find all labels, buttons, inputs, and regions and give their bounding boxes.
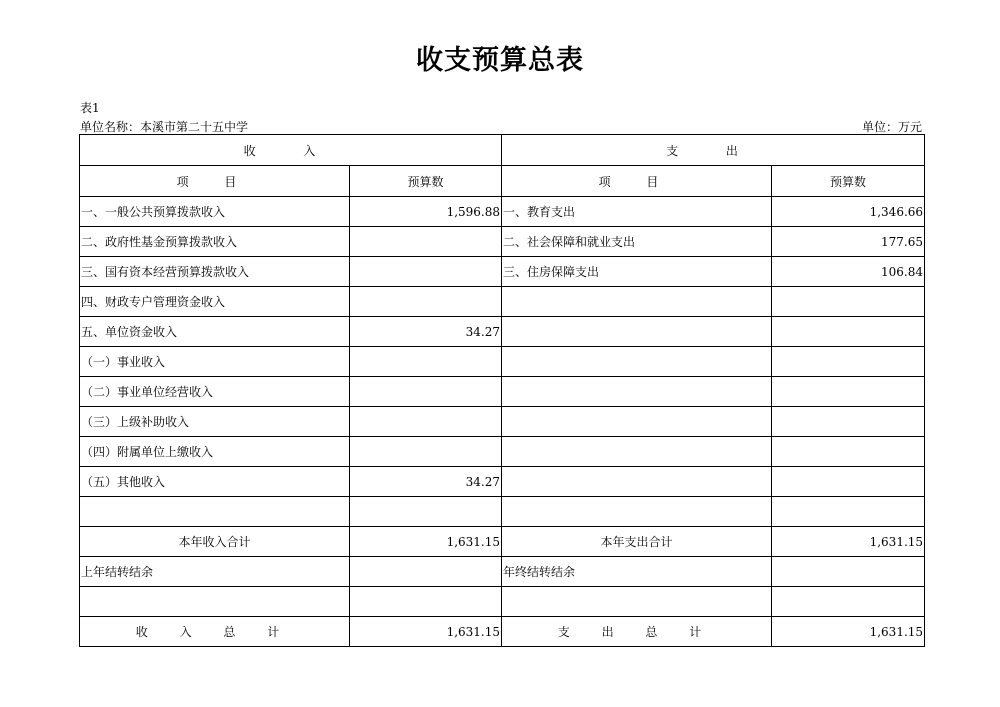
expense-value-cell: 106.84 (772, 257, 925, 287)
grand-income-total-label: 收 入 总 计 (80, 617, 350, 647)
income-value-cell (350, 437, 502, 467)
income-value-cell (350, 377, 502, 407)
organization-name: 单位名称：本溪市第二十五中学 (80, 120, 249, 134)
expense-item-cell (502, 317, 772, 347)
expense-item-cell (502, 437, 772, 467)
expense-item-cell (502, 467, 772, 497)
table-row (80, 227, 925, 257)
expense-value-cell (772, 287, 925, 317)
prior-year-carryover-value (350, 557, 502, 587)
blank-cell (80, 587, 350, 617)
income-value-cell: 1,596.88 (350, 197, 502, 227)
blank-cell (772, 587, 925, 617)
table-row (80, 497, 925, 527)
table-number: 表1 (80, 101, 100, 115)
expense-value-cell (772, 377, 925, 407)
income-item-cell: （三）上级补助收入 (80, 407, 350, 437)
unit-label: 单位：万元 (861, 120, 922, 134)
table-row (80, 347, 925, 377)
income-value-cell (350, 257, 502, 287)
expense-item-cell (502, 407, 772, 437)
table-row (80, 377, 925, 407)
year-expense-total-value: 1,631.15 (772, 527, 925, 557)
year-end-carryover-value (772, 557, 925, 587)
income-item-cell: 四、财政专户管理资金收入 (80, 287, 350, 317)
grand-expense-total-value: 1,631.15 (772, 617, 925, 647)
expense-value-cell (772, 497, 925, 527)
year-income-total-value: 1,631.15 (350, 527, 502, 557)
expense-value-cell (772, 347, 925, 377)
expense-value-cell (772, 407, 925, 437)
income-item-cell: 二、政府性基金预算拨款收入 (80, 227, 350, 257)
table-row (80, 437, 925, 467)
column-header-row (80, 166, 925, 197)
budget-table (79, 134, 925, 647)
table-row (80, 407, 925, 437)
income-item-cell: （二）事业单位经营收入 (80, 377, 350, 407)
expense-section-header: 支 出 (502, 135, 925, 166)
grand-income-total-value: 1,631.15 (350, 617, 502, 647)
income-item-header: 项 目 (80, 166, 350, 197)
blank-cell (502, 587, 772, 617)
table-row (80, 467, 925, 497)
blank-row (80, 587, 925, 617)
income-budget-header: 预算数 (350, 166, 502, 197)
income-item-cell: （四）附属单位上缴收入 (80, 437, 350, 467)
expense-value-cell: 1,346.66 (772, 197, 925, 227)
carryover-row (80, 557, 925, 587)
income-item-cell: 三、国有资本经营预算拨款收入 (80, 257, 350, 287)
data-rows (80, 197, 925, 527)
income-value-cell (350, 227, 502, 257)
expense-item-header: 项 目 (502, 166, 772, 197)
year-expense-total-label: 本年支出合计 (502, 527, 772, 557)
income-item-cell: 一、一般公共预算拨款收入 (80, 197, 350, 227)
expense-item-cell (502, 287, 772, 317)
income-value-cell (350, 347, 502, 377)
expense-item-cell: 二、社会保障和就业支出 (502, 227, 772, 257)
income-value-cell (350, 497, 502, 527)
year-end-carryover-label: 年终结转结余 (502, 557, 772, 587)
year-total-row (80, 527, 925, 557)
table-row (80, 257, 925, 287)
income-value-cell (350, 287, 502, 317)
income-section-header: 收 入 (80, 135, 502, 166)
expense-value-cell: 177.65 (772, 227, 925, 257)
income-item-cell: （五）其他收入 (80, 467, 350, 497)
income-value-cell (350, 407, 502, 437)
income-value-cell: 34.27 (350, 467, 502, 497)
expense-value-cell (772, 317, 925, 347)
expense-item-cell (502, 497, 772, 527)
income-value-cell: 34.27 (350, 317, 502, 347)
income-item-cell: （一）事业收入 (80, 347, 350, 377)
table-row (80, 197, 925, 227)
expense-value-cell (772, 437, 925, 467)
expense-item-cell: 一、教育支出 (502, 197, 772, 227)
section-header-row (80, 135, 925, 166)
income-item-cell (80, 497, 350, 527)
income-item-cell: 五、单位资金收入 (80, 317, 350, 347)
expense-item-cell: 三、住房保障支出 (502, 257, 772, 287)
grand-total-row (80, 617, 925, 647)
prior-year-carryover-label: 上年结转结余 (80, 557, 350, 587)
expense-item-cell (502, 377, 772, 407)
expense-budget-header: 预算数 (772, 166, 925, 197)
table-row (80, 317, 925, 347)
year-income-total-label: 本年收入合计 (80, 527, 350, 557)
page-title: 收支预算总表 (416, 45, 584, 76)
table-row (80, 287, 925, 317)
blank-cell (350, 587, 502, 617)
grand-expense-total-label: 支 出 总 计 (502, 617, 772, 647)
expense-value-cell (772, 467, 925, 497)
expense-item-cell (502, 347, 772, 377)
